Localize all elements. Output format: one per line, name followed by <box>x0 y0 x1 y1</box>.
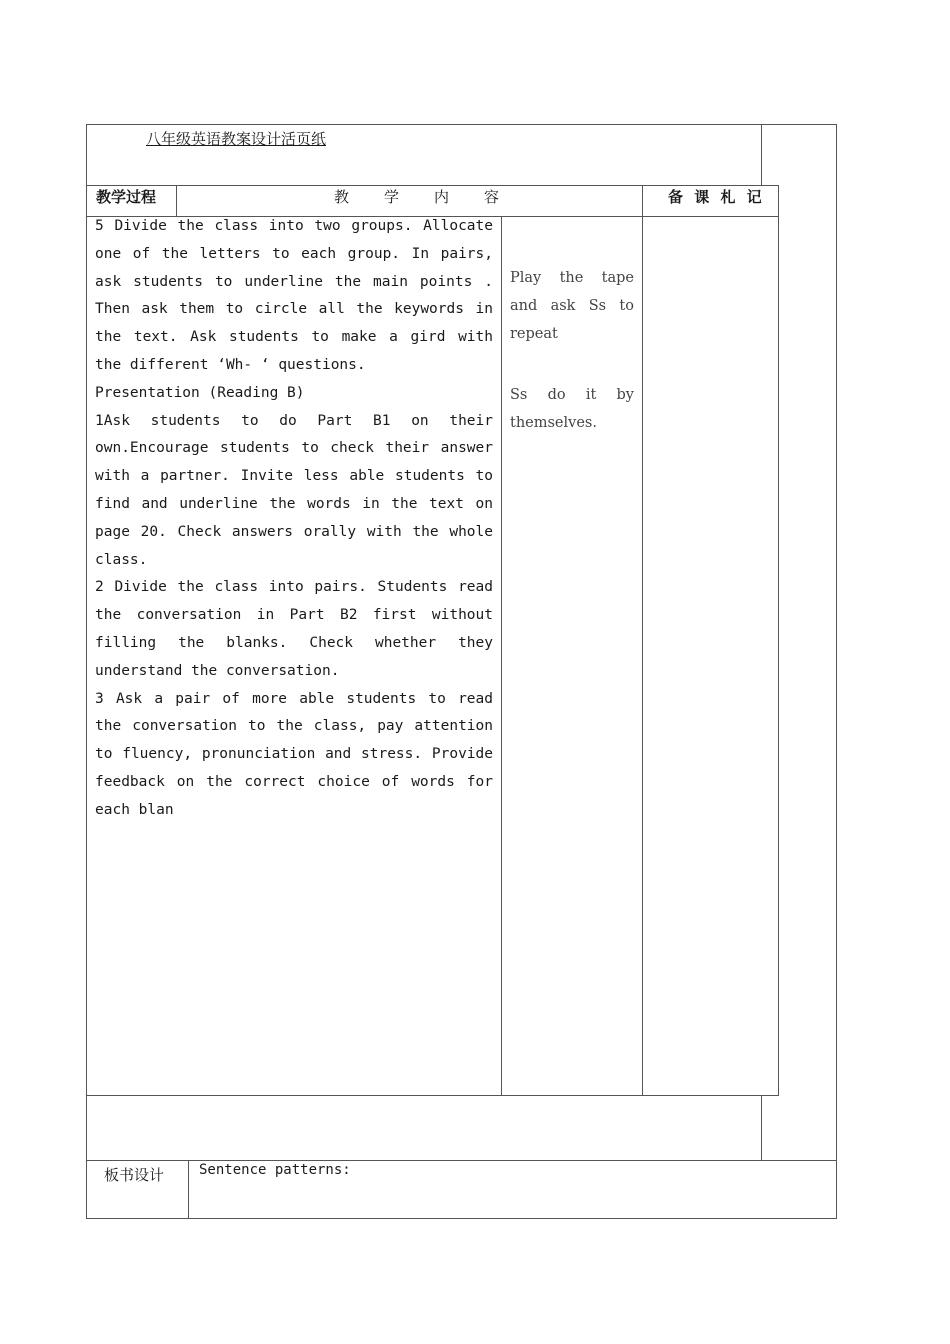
rule <box>86 124 87 1219</box>
rule <box>642 185 643 1096</box>
rule <box>86 1160 837 1161</box>
header-process: 教学过程 <box>96 188 157 206</box>
rule <box>761 124 762 186</box>
paragraph: 1Ask students to do Part B1 on their own.Encourage students to check their answer with a partner. Invite less able students to find and underline the words in the text on page 20. Check answers orally with the whole class. <box>95 412 493 568</box>
paragraph: 2 Divide the class into pairs. Students read the conversation in Part B2 first without filling the blanks. Check whether they understand the conversation. <box>95 579 493 679</box>
paragraph: 3 Ask a pair of more able students to read the conversation to the class, pay attention to fluency, pronunciation and stress. Provide feedback on the correct choice of words for each blan <box>95 690 493 818</box>
rule <box>761 1095 762 1161</box>
note: Ss do it by themselves. <box>510 387 634 431</box>
side-notes <box>510 264 634 437</box>
board-text: Sentence patterns: <box>199 1162 351 1178</box>
page-title: 八年级英语教案设计活页纸 <box>146 130 327 148</box>
rule <box>86 1095 779 1096</box>
header-notes: 备 课 札 记 <box>668 188 765 206</box>
rule <box>86 1218 837 1219</box>
board-label: 板书设计 <box>104 1166 165 1184</box>
paragraph: 5 Divide the class into two groups. Allocate one of the letters to each group. In pairs, ask students to underline the main points . Then ask them to circle all the keywords in the text. Ask students to make a gird with the different ‘Wh- ‘ questions. <box>95 218 493 373</box>
rule <box>501 216 502 1096</box>
rule <box>188 1160 189 1219</box>
rule <box>836 124 837 1219</box>
teaching-content <box>95 213 493 825</box>
note: Play the tape and ask Ss to repeat <box>510 270 634 342</box>
header-content: 教 学 内 容 <box>334 188 510 206</box>
rule <box>86 124 837 125</box>
rule <box>778 185 779 1096</box>
paragraph: Presentation (Reading B) <box>95 384 305 401</box>
